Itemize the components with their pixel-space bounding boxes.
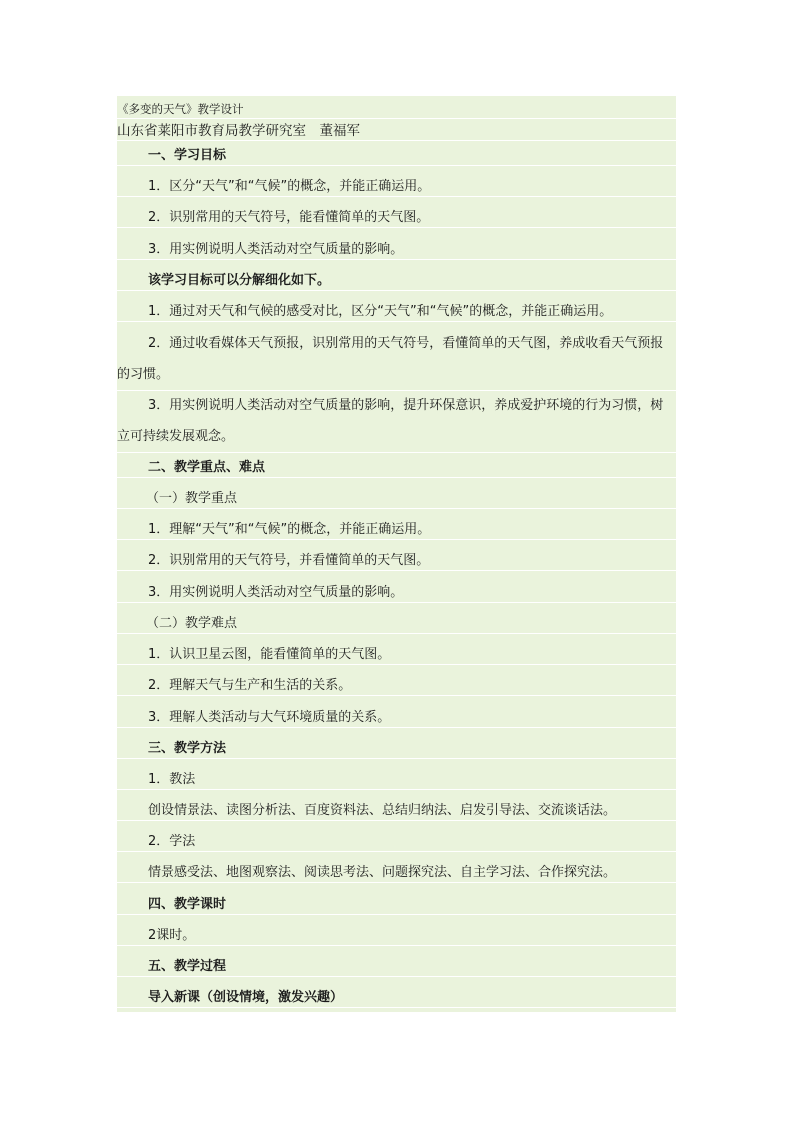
key-point-item: 2．识别常用的天气符号，并看懂简单的天气图。 (117, 552, 676, 571)
key-point-item: 1．理解“天气”和“气候”的概念，并能正确运用。 (117, 521, 676, 540)
goal-detail-item: 3．用实例说明人类活动对空气质量的影响，提升环保意识，养成爱护环境的行为习惯，树立可持续发展观念。 (117, 390, 676, 453)
class-hours: 2课时。 (117, 927, 676, 946)
key-point-item: 3．用实例说明人类活动对空气质量的影响。 (117, 584, 676, 603)
difficulty-item: 3．理解人类活动与大气环境质量的关系。 (117, 709, 676, 728)
document-page (117, 96, 676, 1012)
goal-subheading: 该学习目标可以分解细化如下。 (117, 272, 676, 291)
goal-item: 2．识别常用的天气符号，能看懂简单的天气图。 (117, 209, 676, 228)
goal-detail-item: 1．通过对天气和气候的感受对比，区分“天气”和“气候”的概念，并能正确运用。 (117, 303, 676, 322)
difficulty-heading: （二）教学难点 (117, 615, 676, 634)
goal-item: 1．区分“天气”和“气候”的概念，并能正确运用。 (117, 178, 676, 197)
section-heading-key-points: 二、教学重点、难点 (117, 459, 676, 478)
teach-method-label: 1．教法 (117, 771, 676, 790)
section-heading-methods: 三、教学方法 (117, 740, 676, 759)
document-author: 山东省莱阳市教育局教学研究室 董福军 (117, 122, 676, 141)
section-heading-process: 五、教学过程 (117, 958, 676, 977)
teach-method-text: 创设情景法、读图分析法、百度资料法、总结归纳法、启发引导法、交流谈话法。 (117, 802, 676, 821)
goal-item: 3．用实例说明人类活动对空气质量的影响。 (117, 241, 676, 260)
section-heading-hours: 四、教学课时 (117, 896, 676, 915)
difficulty-item: 2．理解天气与生产和生活的关系。 (117, 677, 676, 696)
document-title: 《多变的天气》教学设计 (117, 100, 676, 119)
goal-detail-item: 2．通过收看媒体天气预报，识别常用的天气符号，看懂简单的天气图，养成收看天气预报的习惯。 (117, 328, 676, 391)
intro-heading: 导入新课（创设情境，激发兴趣） (117, 989, 676, 1008)
learn-method-text: 情景感受法、地图观察法、阅读思考法、问题探究法、自主学习法、合作探究法。 (117, 864, 676, 883)
section-heading-goals: 一、学习目标 (117, 147, 676, 166)
difficulty-item: 1．认识卫星云图，能看懂简单的天气图。 (117, 646, 676, 665)
learn-method-label: 2．学法 (117, 833, 676, 852)
key-points-heading: （一）教学重点 (117, 490, 676, 509)
